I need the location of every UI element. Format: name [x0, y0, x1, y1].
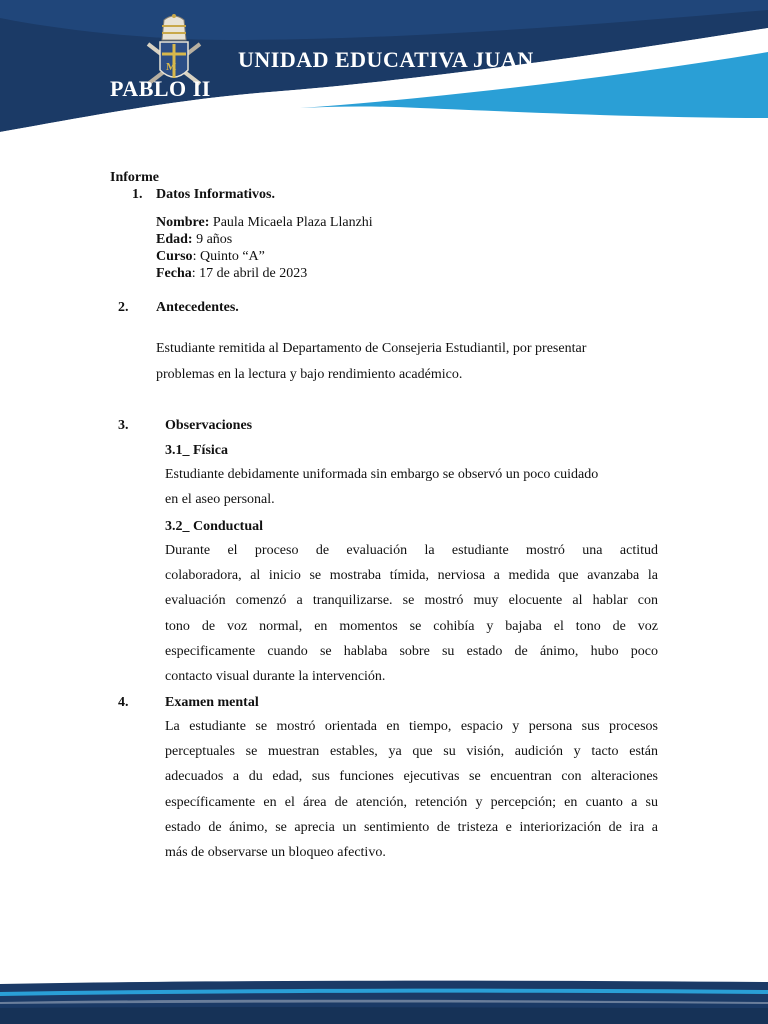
- field-edad: Edad: 9 años: [156, 232, 233, 247]
- report-title: Informe: [110, 170, 159, 185]
- section-2-number: 2.: [118, 300, 129, 315]
- field-curso: Curso: Quinto “A”: [156, 249, 265, 264]
- subsection-3-2-line-5: especificamente cuando se hablaba sobre su estado de ánimo, hubo poco: [165, 643, 658, 659]
- section-4-line-2: perceptuales se muestran estables, ya que su visión, audición y tacto están: [165, 744, 658, 760]
- section-2-line-1: Estudiante remitida al Departamento de Consejeria Estudiantil, por presentar: [156, 341, 587, 356]
- subsection-3-2-line-1: Durante el proceso de evaluación la estudiante mostró una actitud: [165, 543, 658, 558]
- subsection-3-2-line-2: colaboradora, al inicio se mostraba tímida, nerviosa a medida que avanzaba la: [165, 568, 658, 584]
- footer-wave-graphic: [0, 978, 768, 1024]
- school-name-line2: PABLO II: [110, 76, 211, 101]
- subsection-3-2-text: [165, 538, 658, 689]
- subsection-3-2-line-4: tono de voz normal, en momentos se cohibía y bajaba el tono de voz: [165, 618, 658, 634]
- subsection-3-2-line-6: contacto visual durante la intervención.: [165, 669, 386, 685]
- subsection-3-1-line-2: en el aseo personal.: [165, 492, 275, 508]
- section-4-text: [165, 714, 658, 865]
- section-3-number: 3.: [118, 418, 129, 433]
- subsection-3-1-text: [165, 462, 660, 512]
- section-4-line-3: adecuados a du edad, sus funciones ejecutivas se encuentran con alteraciones: [165, 769, 658, 785]
- section-4-line-4: específicamente en el área de atención, retención y percepción; en cuanto a su: [165, 794, 658, 810]
- subsection-3-2-title: 3.2_ Conductual: [165, 519, 264, 534]
- section-1-number: 1.: [132, 187, 143, 202]
- section-4-line-5: estado de ánimo, se aprecia un sentimiento de tristeza e interiorización de ira a: [165, 819, 658, 835]
- section-2-title: Antecedentes.: [156, 300, 239, 315]
- letterhead-banner: [0, 0, 768, 140]
- section-2-line-2: problemas en la lectura y bajo rendimiento académico.: [156, 367, 463, 382]
- field-nombre: Nombre: Paula Micaela Plaza Llanzhi: [156, 215, 373, 230]
- section-4-line-6: más de observarse un bloqueo afectivo.: [165, 845, 386, 861]
- subsection-3-1-line-1: Estudiante debidamente uniformada sin embargo se observó un poco cuidado: [165, 467, 599, 482]
- field-fecha: Fecha: 17 de abril de 2023: [156, 266, 308, 281]
- section-4-line-1: La estudiante se mostró orientada en tiempo, espacio y persona sus procesos: [165, 719, 658, 734]
- section-4-title: Examen mental: [165, 695, 259, 710]
- svg-text:M: M: [166, 61, 177, 73]
- subsection-3-1-title: 3.1_ Física: [165, 443, 228, 458]
- section-1-title: Datos Informativos.: [156, 187, 275, 202]
- section-3-title: Observaciones: [165, 418, 253, 433]
- school-name-line1: UNIDAD EDUCATIVA JUAN: [238, 47, 534, 72]
- section-4-number: 4.: [118, 695, 129, 710]
- subsection-3-2-line-3: evaluación comenzó a tranquilizarse. se mostró muy elocuente al hablar con: [165, 593, 658, 609]
